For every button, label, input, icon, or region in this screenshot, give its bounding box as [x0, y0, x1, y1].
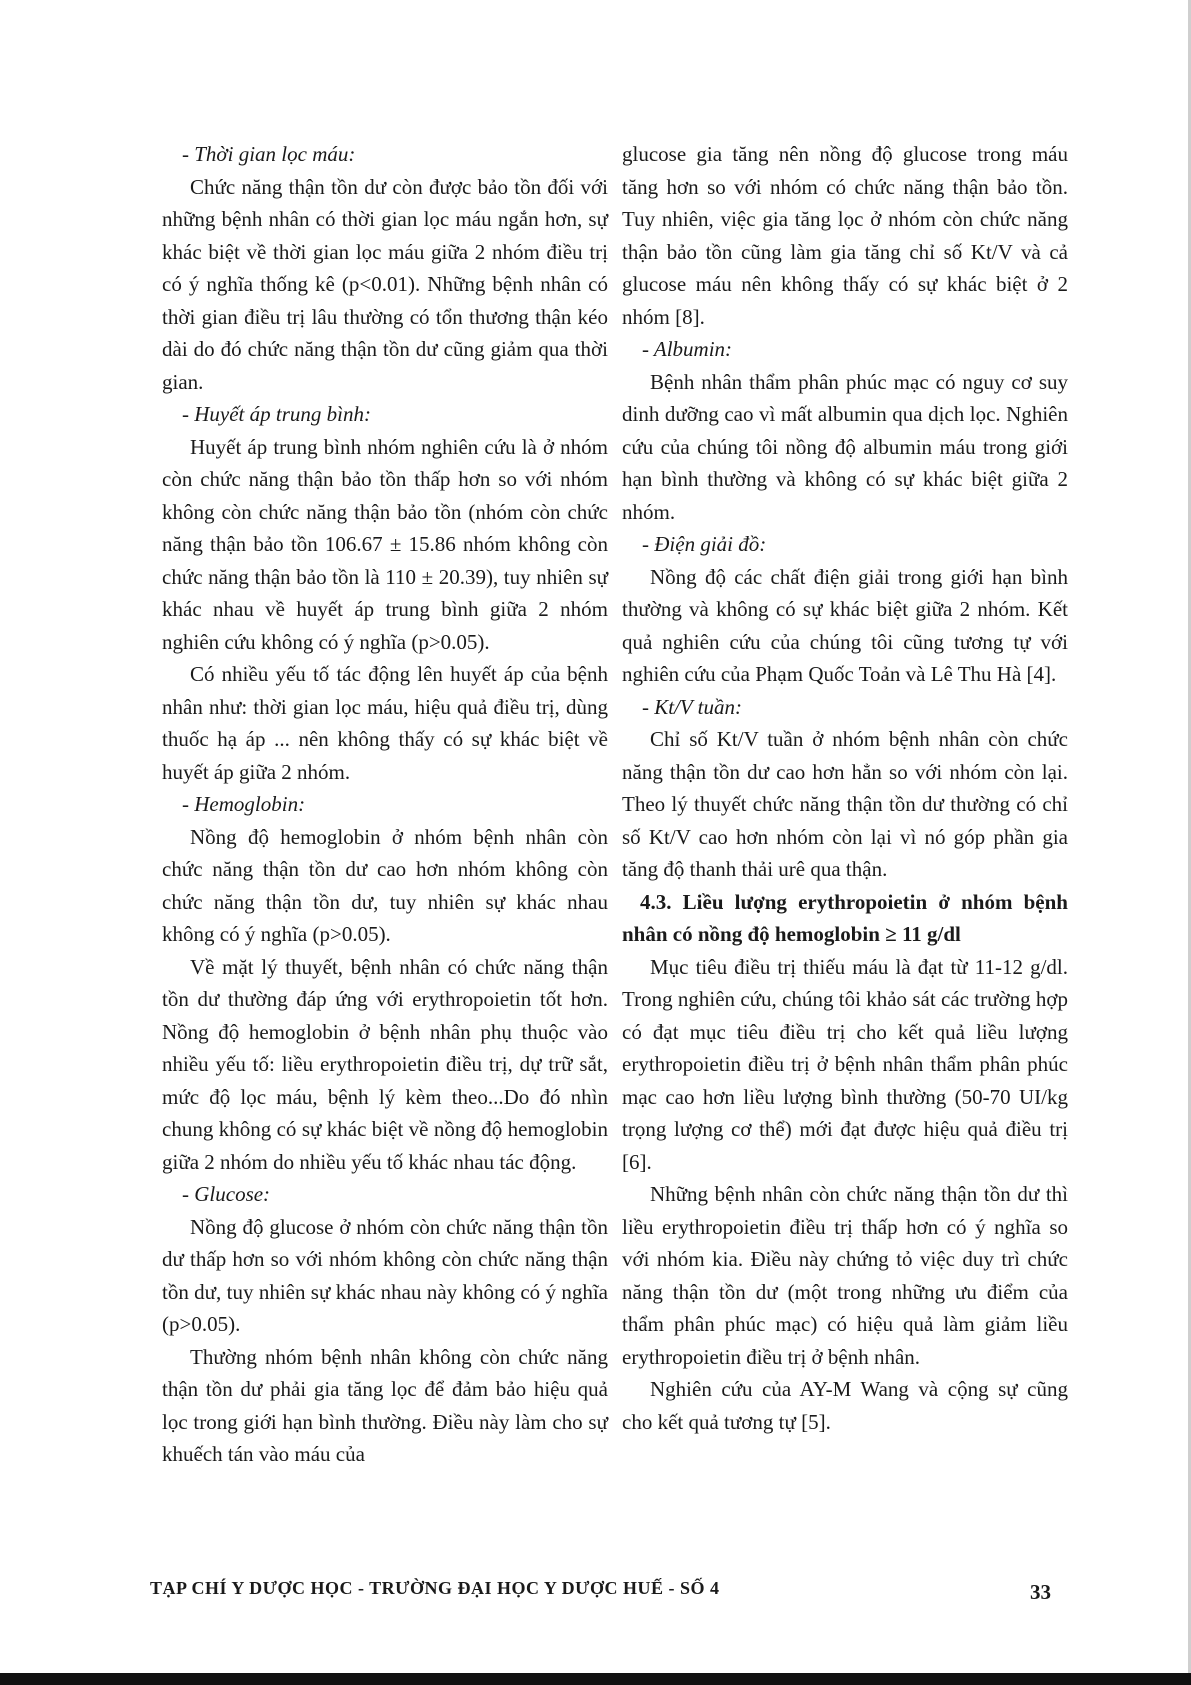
- paragraph: Huyết áp trung bình nhóm nghiên cứu là ở nhóm còn chức năng thận bảo tồn thấp hơn so với nhóm không còn chức năng thận bảo tồn (nhóm còn chức năng thận bảo tồn 106.67 ± 15.86 nhóm không còn chức năng thận bảo tồn là 110 ± 20.39), tuy nhiên sự khác nhau về huyết áp trung bình giữa 2 nhóm nghiên cứu không có ý nghĩa (p>0.05).: [162, 434, 608, 654]
- subheading-dialysis-time: - Thời gian lọc máu:: [182, 142, 356, 166]
- journal-footer: TẠP CHÍ Y DƯỢC HỌC - TRƯỜNG ĐẠI HỌC Y DƯỢC HUẾ - SỐ 4: [150, 1578, 720, 1598]
- subheading-mean-blood-pressure: - Huyết áp trung bình:: [182, 402, 371, 426]
- paragraph: Chỉ số Kt/V tuần ở nhóm bệnh nhân còn chức năng thận tồn dư cao hơn hẳn so với nhóm còn lại. Theo lý thuyết chức năng thận tồn dư thường có chỉ số Kt/V cao hơn nhóm còn lại vì nó góp phần gia tăng độ thanh thải urê qua thận.: [622, 727, 1068, 881]
- subheading-hemoglobin: - Hemoglobin:: [182, 792, 306, 816]
- paragraph: Về mặt lý thuyết, bệnh nhân có chức năng thận tồn dư thường đáp ứng với erythropoietin tốt hơn. Nồng độ hemoglobin ở bệnh nhân phụ thuộc vào nhiều yếu tố: liều erythropoietin điều trị, dự trữ sắt, mức độ lọc máu, bệnh lý kèm theo...Do đó nhìn chung không có sự khác biệt về nồng độ hemoglobin giữa 2 nhóm do nhiều yếu tố khác nhau tác động.: [162, 954, 608, 1174]
- paragraph: Có nhiều yếu tố tác động lên huyết áp của bệnh nhân như: thời gian lọc máu, hiệu quả điều trị, dùng thuốc hạ áp ... nên không thấy có sự khác biệt về huyết áp giữa 2 nhóm.: [162, 662, 608, 784]
- paragraph: Mục tiêu điều trị thiếu máu là đạt từ 11-12 g/dl. Trong nghiên cứu, chúng tôi khảo sát các trường hợp có đạt mục tiêu điều trị cho kết quả liều lượng erythropoietin điều trị ở bệnh nhân thẩm phân phúc mạc cao hơn liều lượng bình thường (50-70 UI/kg trọng lượng cơ thể) mới đạt được hiệu quả điều trị [6].: [622, 954, 1068, 1174]
- paragraph: Nghiên cứu của AY-M Wang và cộng sự cũng cho kết quả tương tự [5].: [622, 1377, 1068, 1434]
- subheading-electrolytes: - Điện giải đồ:: [642, 532, 767, 556]
- paragraph: Thường nhóm bệnh nhân không còn chức năng thận tồn dư phải gia tăng lọc để đảm bảo hiệu quả lọc trong giới hạn bình thường. Điều này làm cho sự khuếch tán vào máu của: [162, 1344, 608, 1466]
- left-column: [162, 138, 608, 1471]
- subheading-albumin: - Albumin:: [642, 337, 733, 361]
- paragraph: Nồng độ glucose ở nhóm còn chức năng thận tồn dư thấp hơn so với nhóm không còn chức năng thận tồn dư, tuy nhiên sự khác nhau này không có ý nghĩa (p>0.05).: [162, 1214, 608, 1336]
- paragraph: Những bệnh nhân còn chức năng thận tồn dư thì liều erythropoietin điều trị thấp hơn có ý nghĩa so với nhóm kia. Điều này chứng tỏ việc duy trì chức năng thận tồn dư (một trong những ưu điểm của thẩm phân phúc mạc) có hiệu quả làm giảm liều erythropoietin điều trị ở bệnh nhân.: [622, 1182, 1068, 1369]
- subheading-glucose: - Glucose:: [182, 1182, 271, 1206]
- paragraph: Chức năng thận tồn dư còn được bảo tồn đối với những bệnh nhân có thời gian lọc máu ngắn hơn, sự khác biệt về thời gian lọc máu giữa 2 nhóm điều trị có ý nghĩa thống kê (p<0.01). Những bệnh nhân có thời gian điều trị lâu thường có tổn thương thận kéo dài do đó chức năng thận tồn dư cũng giảm qua thời gian.: [162, 174, 608, 394]
- section-heading-4-3: 4.3. Liều lượng erythropoietin ở nhóm bệnh nhân có nồng độ hemoglobin ≥ 11 g/dl: [622, 889, 1068, 946]
- paragraph-continued: glucose gia tăng nên nồng độ glucose trong máu tăng hơn so với nhóm có chức năng thận bảo tồn. Tuy nhiên, việc gia tăng lọc ở nhóm còn chức năng thận bảo tồn cũng làm gia tăng chỉ số Kt/V và cả glucose máu nên không thấy có sự khác biệt ở 2 nhóm [8].: [622, 142, 1068, 329]
- scan-bottom-edge: [0, 1673, 1191, 1685]
- right-column: [622, 138, 1068, 1438]
- paragraph: Bệnh nhân thẩm phân phúc mạc có nguy cơ suy dinh dưỡng cao vì mất albumin qua dịch lọc. Nghiên cứu của chúng tôi nồng độ albumin máu trong giới hạn bình thường và không có sự khác biệt giữa 2 nhóm.: [622, 369, 1068, 524]
- page-number: 33: [1030, 1580, 1051, 1604]
- paragraph: Nồng độ hemoglobin ở nhóm bệnh nhân còn chức năng thận tồn dư cao hơn nhóm không còn chức năng thận tồn dư, tuy nhiên sự khác nhau không có ý nghĩa (p>0.05).: [162, 824, 608, 946]
- paragraph: Nồng độ các chất điện giải trong giới hạn bình thường và không có sự khác biệt giữa 2 nhóm. Kết quả nghiên cứu của chúng tôi cũng tương tự với nghiên cứu của Phạm Quốc Toản và Lê Thu Hà [4].: [622, 564, 1068, 686]
- subheading-weekly-ktv: - Kt/V tuần:: [642, 694, 742, 719]
